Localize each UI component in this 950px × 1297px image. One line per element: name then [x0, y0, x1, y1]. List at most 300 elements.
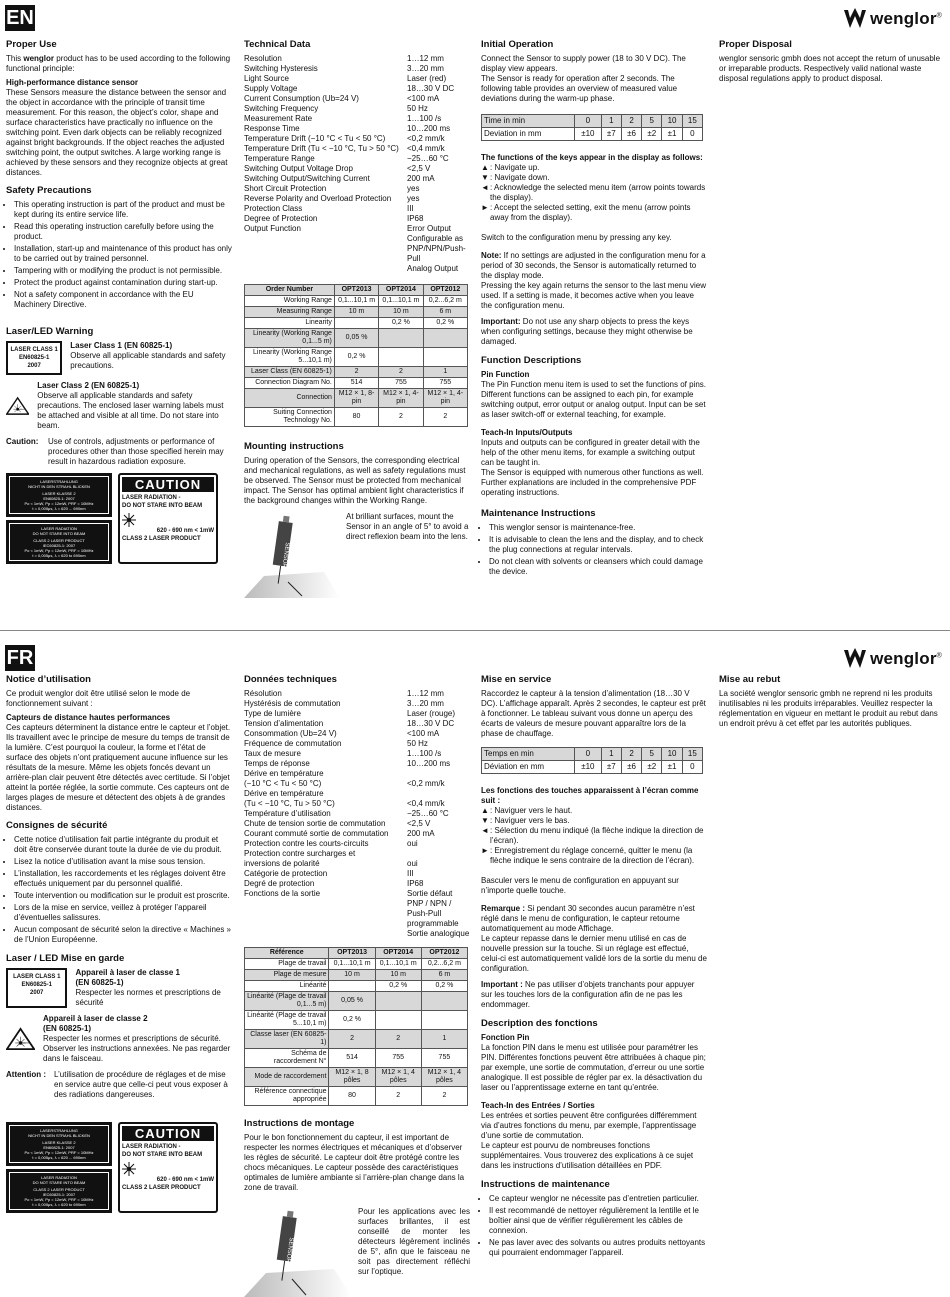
table-cell: Temps en min [482, 748, 575, 761]
warmup-table [481, 114, 703, 141]
data-table [244, 284, 468, 427]
spec-key: Résolution [244, 689, 282, 698]
table-cell: 2 [375, 1087, 421, 1106]
table-cell: ±2 [642, 761, 662, 774]
table-cell: ±7 [601, 128, 621, 141]
spec-key: Hystérésis de commutation [244, 699, 341, 708]
table-cell: 514 [329, 1049, 375, 1068]
key-text: : Navigate down. [490, 173, 550, 182]
spec-key: Consommation (Ub=24 V) [244, 729, 337, 738]
switch-text: Switch to the configuration menu by pressing any key. [481, 233, 672, 242]
table-cell: ±1 [662, 128, 682, 141]
table-row [245, 367, 468, 378]
spec-row [244, 94, 470, 104]
table-row [245, 329, 468, 348]
spec-row [244, 799, 470, 809]
spec-row [244, 869, 470, 879]
table-header-cell: OPT2012 [421, 948, 467, 959]
table-cell: 0 [682, 761, 702, 774]
table-row [245, 1068, 468, 1087]
spec-row [244, 174, 470, 184]
table-cell: 6 m [421, 970, 467, 981]
spec-value: 3…20 mm [407, 64, 444, 73]
proper-use-body: Ces capteurs déterminent la distance entre le capteur et l’objet. Ils travaillent avec le principe de mesure du temps de transit de la lumière. C’est pourquoi la couleur, la forme et l’état de surface des objets n’ont pratiquement aucune influence sur les résultats de la mesure. Même les objets foncés devant un arrière-plan clair peuvent être détectés avec certitude. Si l’objet atteint la portée réglée, la sortie commute. Ces capteurs ont de larges plages de mesure et détectent des objets à de grandes distances. [6, 723, 231, 812]
table-cell: ±7 [601, 761, 621, 774]
laser-class1-label: LASER CLASS 1 EN60825-1 2007 [6, 968, 67, 1008]
table-header-cell: OPT2013 [329, 948, 375, 959]
key-text: : Naviguer vers le haut. [490, 806, 573, 815]
key-symbol-icon: ▼ [481, 173, 489, 182]
mounting-title: Instructions de montage [244, 1118, 355, 1129]
list-item: • Cette notice d’utilisation fait partie intégrante du produit et doit être conservée durant toute la durée de vie du produit. [14, 835, 232, 855]
table-header-row [245, 285, 468, 296]
column-2 [244, 39, 470, 598]
brand-reg: ® [936, 12, 942, 20]
laser-class1-label: LASER CLASS 1 EN60825-1 2007 [6, 341, 62, 375]
spec-value: 1…12 mm [407, 54, 444, 63]
spec-row [244, 729, 470, 739]
table-cell [423, 329, 467, 348]
spec-row [244, 789, 470, 799]
teach-body: Inputs and outputs can be configured in greater detail with the help of the other menu items, for example a switching output can be taught in. The Sensor is equipped with numerous other functions as well. Further explanations are included in the comprehensive PDF operating instructions. [481, 438, 704, 497]
safety-list [6, 200, 232, 310]
brand-name: wenglor [870, 9, 937, 28]
spec-key: Type de lumière [244, 709, 301, 718]
spec-key: (Tu < −10 °C, Tu > 50 °C) [244, 799, 335, 808]
initial-body: Raccordez le capteur à la tension d’alimentation (18…30 V DC). L’affichage apparaît. Après 2 secondes, le capteur est prêt à fonctionner. Le tableau suivant vous donne un aperçu des écarts de valeurs de mesure pouvant apparaître lors de la phase de chauffage. [481, 689, 706, 738]
spec-value: oui [407, 839, 418, 848]
table-row-label: Référence connectique appropriée [245, 1087, 329, 1106]
pin-title: Fonction Pin [481, 1033, 530, 1042]
brand-logo [843, 648, 942, 670]
spec-key: Temperature Range [244, 154, 315, 163]
spec-key: Short Circuit Protection [244, 184, 327, 193]
spec-key [244, 929, 407, 939]
table-cell: 10 [662, 115, 682, 128]
table-cell: 0,1...10,1 m [334, 296, 378, 307]
column-1 [6, 674, 232, 1213]
spec-key: Chute de tension sortie de commutation [244, 819, 386, 828]
spec-value: Laser (rouge) [407, 709, 456, 718]
maintenance-list [481, 1194, 707, 1258]
spec-value: 200 mA [407, 829, 435, 838]
table-row [482, 761, 703, 774]
spec-value [407, 769, 470, 779]
spec-key: Switching Output Voltage Drop [244, 164, 353, 173]
proper-use-body: These Sensors measure the distance between the sensor and the object in accordance with the principle of transit time measurement. For this reason, the object’s color, shape and surface characteristics have practically no influence on the switching point. Even dark objects can be reliably recognized against bright backgrounds. If the object reaches the adjusted switching point, the output switches. A large working range is achieved by these sensors and they recognize objects at great distances. [6, 88, 228, 177]
table-cell [379, 329, 423, 348]
spec-value: <2,5 V [407, 819, 431, 828]
column-4 [719, 39, 945, 88]
spec-value [407, 789, 470, 799]
table-cell: 10 [662, 748, 682, 761]
spec-key: Switching Frequency [244, 104, 319, 113]
spec-value: −25…60 °C [407, 154, 449, 163]
spec-value: Analog Output [407, 264, 459, 273]
functions-title: Function Descriptions [481, 355, 582, 366]
class2-title: Appareil à laser de classe 2 [43, 1014, 148, 1023]
table-cell: 10 m [379, 307, 423, 318]
safety-title: Consignes de sécurité [6, 820, 108, 831]
disposal-body: La société wenglor sensoric gmbh ne reprend ni les produits inutilisables ni les produits irréparables. Veuillez respecter la réglementation en vigueur en mettant le produit au rebut dans un endroit prévu à cet effet par les autorités publiques. [719, 689, 938, 728]
table-cell: M12 × 1, 8 pôles [329, 1068, 375, 1087]
spec-row [244, 84, 470, 94]
spec-key: Current Consumption (Ub=24 V) [244, 94, 359, 103]
list-item: • Ne pas laver avec des solvants ou autres produits nettoyants qui pourraient endommager l’appareil. [489, 1238, 707, 1258]
table-cell: 0,1...10,1 m [379, 296, 423, 307]
table-cell: Deviation in mm [482, 128, 575, 141]
table-header-cell: OPT2013 [334, 285, 378, 296]
teach-title: Teach-In Inputs/Outputs [481, 428, 573, 437]
keys-list [481, 806, 707, 866]
table-cell: 15 [682, 115, 702, 128]
table-cell: 0,05 % [334, 329, 378, 348]
table-row [245, 378, 468, 389]
spec-value: 10…200 ms [407, 124, 451, 133]
class1-title: Laser Class 1 (EN 60825-1) [70, 341, 173, 350]
table-cell: M12 × 1, 4 pôles [375, 1068, 421, 1087]
table-cell: 755 [421, 1049, 467, 1068]
spec-key: Degree of Protection [244, 214, 318, 223]
list-item: • Not a safety component in accordance with the EU Machinery Directive. [14, 290, 232, 310]
spec-row [244, 749, 470, 759]
list-item: • Ce capteur wenglor ne nécessite pas d’entretien particulier. [489, 1194, 707, 1204]
laser-label-en: LASER RADIATION DO NOT STARE INTO BEAM CLASS 2 LASER PRODUCT IEC60825-1: 2007 Po < 1mW, Pp = 12mW, PRF = 10MHz t = 0,005μs, λ = 620 to 690nm [6, 520, 112, 564]
keys-title: The functions of the keys appear in the display as follows: [481, 153, 703, 162]
laser-label-en: LASER RADIATION DO NOT STARE INTO BEAM CLASS 2 LASER PRODUCT IEC60825-1: 2007 Po < 1mW, Pp = 12mW, PRF = 10MHz t = 0,005μs, λ = 620 to 690nm [6, 1169, 112, 1213]
key-symbol-icon: ◄ [481, 826, 489, 835]
starburst-icon [122, 513, 136, 527]
spec-row [244, 879, 470, 889]
key-text: : Navigate up. [490, 163, 540, 172]
spec-row [244, 54, 470, 64]
table-cell [423, 348, 467, 367]
table-cell: 2 [621, 748, 641, 761]
table-cell: ±2 [642, 128, 662, 141]
spec-key: (−10 °C < Tu < 50 °C) [244, 779, 322, 788]
spec-row [244, 104, 470, 114]
section-en [0, 0, 950, 622]
table-cell: ±6 [621, 128, 641, 141]
table-cell: 755 [375, 1049, 421, 1068]
proper-use-intro: Ce produit wenglor doit être utilisé selon le mode de fonctionnement suivant : [6, 689, 191, 708]
note-text: Note: If no settings are adjusted in the configuration menu for a period of 30 seconds, the Sensor is automatically returned to the display mode. Pressing the key again returns the sensor to the last menu view used. If a setting is made, it becomes active when you leave the configuration menu. [481, 251, 707, 310]
table-cell: 2 [379, 408, 423, 427]
laser-label-de: LASERSTRAHLUNG NICHT IN DEN STRAHL BLICKEN LASER KLASSE 2 EN60825-1: 2007 Po < 1mW, Pp = 12mW, PRF = 10MHz t = 0,005μs, λ = 620 ... 690nm [6, 473, 112, 517]
spec-key: Output Function [244, 224, 301, 233]
table-cell: 10 m [329, 970, 375, 981]
spec-value: <0,4 mm/k [407, 144, 445, 153]
table-row [245, 389, 468, 408]
column-1 [6, 39, 232, 564]
mounting-body: During operation of the Sensors, the corresponding electrical and mechanical regulations, as well as safety regulations must be observed. The Sensor must be protected from mechanical impact. The Sensor has optimal ambient light characteristics if the background changes within the Working Range. [244, 456, 466, 505]
teach-body: Les entrées et sorties peuvent être configurées différemment via d’autres fonctions du menu, par exemple, l’apprentissage d’une sortie de commutation. Le capteur est pourvu de nombreuses fonctions supplémentaires. Vous trouverez des explications à ce sujet dans les instructions d’utilisation détaillées en PDF. [481, 1111, 697, 1170]
table-row [482, 115, 703, 128]
note-text: Remarque : Si pendant 30 secondes aucun paramètre n’est réglé dans le menu de configuration, le capteur retourne automatiquement au mode Affichage. Le capteur repasse dans le dernier menu utilisé en cas de nouvelle pression sur la touche. Si un réglage est effectué, celui-ci est automatiquement validé lors de la sortie du menu de configuration. [481, 904, 707, 973]
brand-name: wenglor [870, 649, 937, 668]
caution-note: Caution: Use of controls, adjustments or performance of procedures other than those specified herein may result in hazardous radiation exposure. [6, 437, 224, 466]
spec-key [244, 899, 407, 929]
maintenance-list [481, 523, 707, 577]
starburst-icon [122, 1162, 136, 1176]
spec-value [407, 849, 470, 859]
spec-key: Degré de protection [244, 879, 315, 888]
table-cell [329, 981, 375, 992]
spec-value: 10…200 ms [407, 759, 451, 768]
table-row [245, 296, 468, 307]
list-item: • Read this operating instruction carefully before using the product. [14, 222, 232, 242]
proper-use-subtitle: Capteurs de distance hautes performances [6, 713, 171, 722]
table-cell: M12 × 1, 4-pin [379, 389, 423, 408]
table-cell: 0,2...6,2 m [423, 296, 467, 307]
class1-desc: Observe all applicable standards and safety precautions. [70, 351, 226, 370]
spec-key: Protection contre les courts-circuits [244, 839, 369, 848]
spec-value: 1…100 /s [407, 114, 442, 123]
list-item: • It is advisable to clean the lens and the display, and to check the plug connections at regular intervals. [489, 535, 707, 555]
table-row-label: Linéarité [245, 981, 329, 992]
table-row-label: Laser Class (EN 60825-1) [245, 367, 335, 378]
table-cell: 0,1...10,1 m [375, 959, 421, 970]
table-cell: ±1 [662, 761, 682, 774]
mounting-body: Pour le bon fonctionnement du capteur, il est important de respecter les normes électriques et mécaniques et d’observer les règles de sécurité. Le capteur doit être protégé contre les chocs mécaniques. Le capteur possède des caractéristiques optimales de lumière ambiante si l’arrière-plan change dans la zone de travail. [244, 1133, 465, 1192]
list-item: • Installation, start-up and maintenance of this product has only to be carried out by trained personnel. [14, 244, 232, 264]
table-header-cell: OPT2014 [375, 948, 421, 959]
spec-key: Fréquence de commutation [244, 739, 342, 748]
spec-key [244, 264, 407, 274]
spec-value: III [407, 869, 414, 878]
spec-row [244, 74, 470, 84]
spec-row [244, 899, 470, 929]
table-row-label: Linearity (Working Range 0,1...5 m) [245, 329, 335, 348]
table-cell [421, 1011, 467, 1030]
class2-title: Laser Class 2 (EN 60825-1) [37, 381, 140, 390]
spec-row [244, 264, 470, 274]
spec-value: yes [407, 194, 420, 203]
spec-key: Reverse Polarity and Overload Protection [244, 194, 392, 203]
proper-use-intro: This wenglor product has to be used according to the following functional principle: [6, 54, 231, 73]
table-row [245, 1030, 468, 1049]
sensor-mount-illustration [244, 512, 340, 598]
important-text: Important : Ne pas utiliser d’objets tranchants pour appuyer sur les touches lors de la configuration afin de ne pas les endommager. [481, 980, 695, 1009]
pin-body: La fonction PIN dans le menu est utilisée pour paramétrer les PIN. Différentes fonctions peuvent être attribuées à chaque pin; par exemple, une sortie de commutation, d’erreur ou une sortie analogique. Il est possible de régler par ex. la désactivation du laser ou l’apprentissage externe en tant qu’entrée. [481, 1043, 706, 1092]
key-symbol-icon: ► [481, 203, 489, 212]
spec-value: <0,2 mm/k [407, 779, 445, 788]
table-cell: 15 [682, 748, 702, 761]
table-row-label: Linearity (Working Range 5...10,1 m) [245, 348, 335, 367]
technical-title: Technical Data [244, 39, 311, 50]
table-cell: 0,2 % [329, 1011, 375, 1030]
proper-use-subtitle: High-performance distance sensor [6, 78, 139, 87]
spec-row [244, 929, 470, 939]
class2-desc: Respecter les normes et prescriptions de sécurité. Observer les instructions annexées. Ne pas regarder dans le faisceau. [43, 1034, 231, 1063]
class2-sub: (EN 60825-1) [43, 1024, 92, 1033]
spec-value: 18…30 V DC [407, 719, 455, 728]
table-cell: 80 [329, 1087, 375, 1106]
safety-title: Safety Precautions [6, 185, 92, 196]
spec-key: Supply Voltage [244, 84, 298, 93]
column-2 [244, 674, 470, 1297]
spec-key: Temperature Drift (Tu < −10 °C, Tu > 50 °C) [244, 144, 399, 153]
proper-use-title: Notice d’utilisation [6, 674, 91, 685]
table-cell: 0,2 % [379, 318, 423, 329]
table-row-label: Classe laser (EN 60825-1) [245, 1030, 329, 1049]
technical-title: Données techniques [244, 674, 337, 685]
spec-key: Taux de mesure [244, 749, 301, 758]
key-row [481, 826, 707, 846]
key-row [481, 846, 707, 866]
spec-key: Protection Class [244, 204, 303, 213]
key-text: : Naviguer vers le bas. [490, 816, 570, 825]
warmup-table [481, 747, 703, 774]
list-item: • Toute intervention ou modification sur le produit est proscrite. [14, 891, 232, 901]
spec-key: Response Time [244, 124, 300, 133]
mounting-title: Mounting instructions [244, 441, 344, 452]
key-symbol-icon: ▲ [481, 163, 489, 172]
table-cell: 755 [379, 378, 423, 389]
wenglor-logo-icon [843, 648, 867, 670]
table-header-cell: OPT2014 [379, 285, 423, 296]
spec-key: inversions de polarité [244, 859, 320, 868]
table-header-cell: Order Number [245, 285, 335, 296]
spec-row [244, 184, 470, 194]
spec-key: Fonctions de la sortie [244, 889, 321, 898]
spec-value: <100 mA [407, 729, 440, 738]
table-cell: 2 [423, 408, 467, 427]
section-fr [0, 640, 950, 1276]
wenglor-logo-icon [843, 8, 867, 30]
table-header-row [245, 948, 468, 959]
table-cell: Time in min [482, 115, 575, 128]
spec-value: 18…30 V DC [407, 84, 455, 93]
spec-value: 50 Hz [407, 104, 428, 113]
key-row [481, 173, 707, 183]
table-cell: 0,05 % [329, 992, 375, 1011]
list-item: • Do not clean with solvents or cleansers which could damage the device. [489, 557, 707, 577]
keys-title: Les fonctions des touches apparaissent à l’écran comme suit : [481, 786, 699, 805]
column-3 [481, 674, 707, 1260]
spec-value: III [407, 204, 414, 213]
list-item: • Tampering with or modifying the product is not permissible. [14, 266, 232, 276]
table-row [245, 1087, 468, 1106]
spec-row [244, 709, 470, 719]
table-cell: ±10 [575, 128, 602, 141]
class1-desc: Respecter les normes et prescriptions de sécurité [75, 988, 221, 1007]
table-cell: 0,1...10,1 m [329, 959, 375, 970]
spec-row [244, 889, 470, 899]
table-row [245, 959, 468, 970]
table-cell: 2 [375, 1030, 421, 1049]
table-row [245, 408, 468, 427]
table-row-label: Plage de mesure [245, 970, 329, 981]
caution-note: Attention : L’utilisation de procédure de réglages et de mise en service autre que celle-ci peut vous exposer à des radiations dangereuses. [6, 1070, 228, 1099]
key-row [481, 163, 707, 173]
spec-value: PNP / NPN / Push-Pull programmable [407, 899, 459, 928]
table-row [245, 1049, 468, 1068]
table-cell: 0,2 % [375, 981, 421, 992]
list-item: • Protect the product against contamination during start-up. [14, 278, 232, 288]
mounting-side: Pour les applications avec les surfaces brillantes, il est conseillé de monter les détecteurs légèrement inclinés de 5°, afin que le faisceau ne soit pas directement réfléchi sur l’optique. [358, 1207, 470, 1276]
table-row-label: Linéarité (Plage de travail 5...10,1 m) [245, 1011, 329, 1030]
spec-key: Dérive en température [244, 769, 324, 778]
table-cell [334, 318, 378, 329]
table-cell: 0,2 % [423, 318, 467, 329]
spec-value: Laser (red) [407, 74, 447, 83]
spec-value: oui [407, 859, 418, 868]
sensor-label: SENSOR [284, 1237, 294, 1263]
spec-row [244, 849, 470, 859]
spec-row [244, 699, 470, 709]
section-divider [0, 630, 950, 631]
table-cell: 0 [575, 115, 602, 128]
spec-row [244, 64, 470, 74]
table-row-label: Measuring Range [245, 307, 335, 318]
spec-row [244, 214, 470, 224]
spec-row [244, 769, 470, 779]
lang-badge: EN [6, 7, 34, 29]
maintenance-title: Instructions de maintenance [481, 1179, 610, 1190]
switch-text: Basculer vers le menu de configuration en appuyant sur n’importe quelle touche. [481, 876, 679, 895]
list-item: • Aucun composant de sécurité selon la directive « Machines » de l’Union Européenne. [14, 925, 232, 945]
table-cell [375, 1011, 421, 1030]
table-row-label: Connection Diagram No. [245, 378, 335, 389]
list-item: • This operating instruction is part of the product and must be kept during its entire service life. [14, 200, 232, 220]
table-cell: 2 [379, 367, 423, 378]
table-cell [375, 992, 421, 1011]
list-item: • Lors de la mise en service, veillez à protéger l’appareil d’éventuelles salissures. [14, 903, 232, 923]
table-cell: 5 [642, 115, 662, 128]
brand-reg: ® [936, 652, 942, 660]
key-row [481, 183, 707, 203]
spec-value: yes [407, 184, 420, 193]
spec-key: Protection contre surcharges et [244, 849, 356, 858]
spec-value: Sortie défaut [407, 889, 453, 898]
spec-value: 3…20 mm [407, 699, 444, 708]
key-text: : Acknowledge the selected menu item (arrow points towards the display). [490, 183, 706, 202]
key-text: : Enregistrement du réglage concerné, quitter le menu (la flèche indique le sens contraire de la direction de l’écran). [490, 846, 695, 865]
spec-key: Courant commuté sortie de commutation [244, 829, 389, 838]
spec-row [244, 194, 470, 204]
table-row [482, 748, 703, 761]
table-cell: 80 [334, 408, 378, 427]
proper-use-title: Proper Use [6, 39, 57, 50]
pin-body: The Pin Function menu item is used to set the functions of pins. Different functions can be assigned to each pin, for example switching output, error output or analog output. Input can be set as laser switch-off or external teaching, for example. [481, 380, 707, 419]
spec-value: IP68 [407, 214, 424, 223]
class1-sub: (EN 60825-1) [75, 978, 124, 987]
spec-row [244, 164, 470, 174]
table-row [245, 992, 468, 1011]
table-cell: 1 [601, 748, 621, 761]
key-row [481, 816, 707, 826]
keys-list [481, 163, 707, 223]
sensor-mount-illustration [244, 1207, 352, 1297]
key-text: : Accept the selected setting, exit the menu (arrow points away from the display). [490, 203, 691, 222]
key-symbol-icon: ◄ [481, 183, 489, 192]
pin-title: Pin Function [481, 370, 530, 379]
table-cell: 1 [421, 1030, 467, 1049]
spec-value: 200 mA [407, 174, 435, 183]
spec-key: Dérive en température [244, 789, 324, 798]
table-row-label: Schéma de raccordement N° [245, 1049, 329, 1068]
caution-label: CAUTION LASER RADIATION - DO NOT STARE INTO BEAM 620 - 690 nm < 1mW CLASS 2 LASER PRODUCT [118, 473, 218, 564]
spec-row [244, 859, 470, 869]
spec-key: Tension d’alimentation [244, 719, 324, 728]
list-item: • L’installation, les raccordements et les réglages doivent être effectués uniquement par du personnel qualifié. [14, 869, 232, 889]
table-cell: 755 [423, 378, 467, 389]
lang-badge: FR [6, 647, 34, 669]
spec-row [244, 719, 470, 729]
spec-key: Resolution [244, 54, 282, 63]
key-text: : Sélection du menu indiqué (la flèche indique la direction de l’écran). [490, 826, 704, 845]
